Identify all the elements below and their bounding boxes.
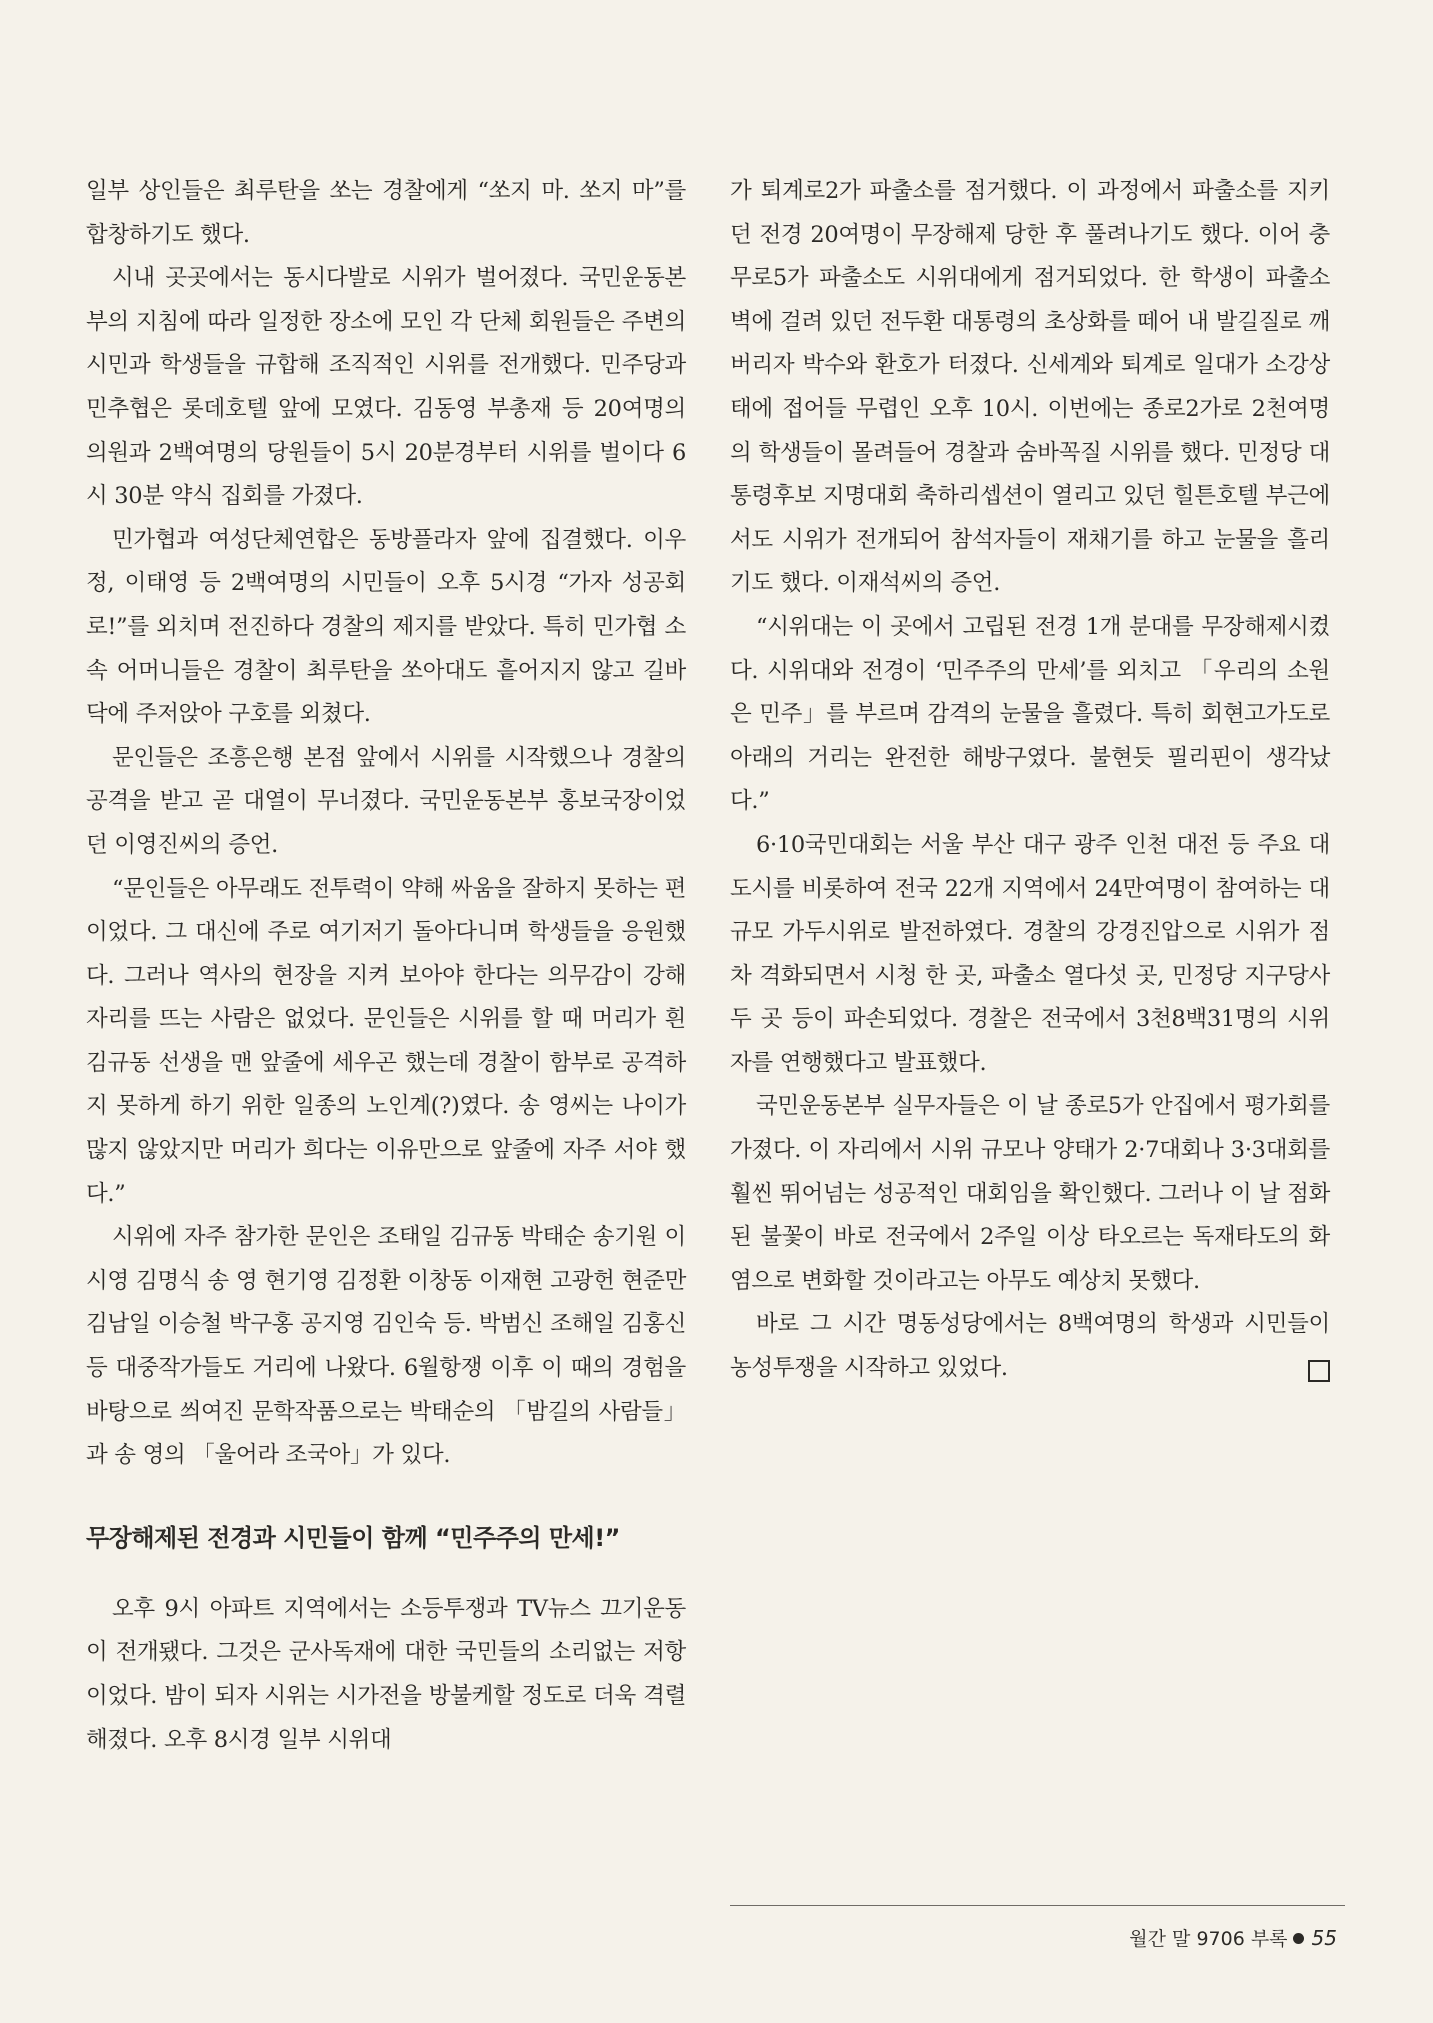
end-mark-icon: [1308, 1360, 1330, 1382]
paragraph: 민가협과 여성단체연합은 동방플라자 앞에 집결했다. 이우정, 이태영 등 2백여명의 시민들이 오후 5시경 “가자 성공회로!”를 외치며 전진하다 경찰의 제지를 받았다. 특히 민가협 소속 어머니들은 경찰이 최루탄을 쏘아대도 흩어지지 않고 길바닥에 주저앉아 구호를 외쳤다.: [86, 526, 686, 728]
paragraph: [730, 1303, 1330, 1390]
paragraph: 가 퇴계로2가 파출소를 점거했다. 이 과정에서 파출소를 지키던 전경 20여명이 무장해제 당한 후 풀려나기도 했다. 이어 충무로5가 파출소도 시위대에게 점거되었다. 한 학생이 파출소 벽에 걸려 있던 전두환 대통령의 초상화를 떼어 내 발길질로 깨 버리자 박수와 환호가 터졌다. 신세계와 퇴계로 일대가 소강상태에 접어들 무렵인 오후 10시. 이번에는 종로2가로 2천여명의 학생들이 몰려들어 경찰과 숨바꼭질 시위를 했다. 민정당 대통령후보 지명대회 축하리셉션이 열리고 있던 힐튼호텔 부근에서도 시위가 전개되어 참석자들이 재채기를 하고 눈물을 흘리기도 했다. 이재석씨의 증언.: [730, 178, 1330, 597]
section-heading: 무장해제된 전경과 시민들이 함께 “민주주의 만세!”: [86, 1523, 620, 1552]
paragraph: 문인들은 조흥은행 본점 앞에서 시위를 시작했으나 경찰의 공격을 받고 곧 대열이 무너졌다. 국민운동본부 홍보국장이었던 이영진씨의 증언.: [86, 744, 686, 858]
paragraph: 시내 곳곳에서는 동시다발로 시위가 벌어졌다. 국민운동본부의 지침에 따라 일정한 장소에 모인 각 단체 회원들은 주변의 시민과 학생들을 규합해 조직적인 시위를 전개했다. 민주당과 민추협은 롯데호텔 앞에 모였다. 김동영 부총재 등 20여명의 의원과 2백여명의 당원들이 5시 20분경부터 시위를 벌이다 6시 30분 약식 집회를 가졌다.: [86, 265, 686, 510]
quote-paragraph: “시위대는 이 곳에서 고립된 전경 1개 분대를 무장해제시켰다. 시위대와 전경이 ‘민주주의 만세’를 외치고 「우리의 소원은 민주」를 부르며 감격의 눈물을 흘렸다. 특히 회현고가도로 아래의 거리는 완전한 해방구였다. 불현듯 필리핀이 생각났다.”: [730, 613, 1330, 815]
footer-rule: [730, 1905, 1345, 1906]
paragraph-text: 바로 그 시간 명동성당에서는 8백여명의 학생과 시민들이 농성투쟁을 시작하고 있었다.: [730, 1311, 1330, 1382]
bullet-icon: [1293, 1933, 1304, 1944]
page-number: 55: [1311, 1926, 1337, 1950]
page-footer: [1129, 1924, 1337, 1951]
paragraph: 국민운동본부 실무자들은 이 날 종로5가 안집에서 평가회를 가졌다. 이 자리에서 시위 규모나 양태가 2·7대회나 3·3대회를 훨씬 뛰어넘는 성공적인 대회임을 확인했다. 그러나 이 날 점화된 불꽃이 바로 전국에서 2주일 이상 타오르는 독재타도의 화염으로 변화할 것이라고는 아무도 예상치 못했다.: [730, 1093, 1330, 1294]
magazine-label: 월간 말 9706 부록: [1129, 1928, 1288, 1950]
quote-paragraph: “문인들은 아무래도 전투력이 약해 싸움을 잘하지 못하는 편이었다. 그 대신에 주로 여기저기 돌아다니며 학생들을 응원했다. 그러나 역사의 현장을 지켜 보아야 한다는 의무감이 강해 자리를 뜨는 사람은 없었다. 문인들은 시위를 할 때 머리가 흰 김규동 선생을 맨 앞줄에 세우곤 했는데 경찰이 함부로 공격하지 못하게 하기 위한 일종의 노인계(?)였다. 송 영씨는 나이가 많지 않았지만 머리가 희다는 이유만으로 앞줄에 자주 서야 했다.”: [86, 875, 686, 1207]
paragraph: 6·10국민대회는 서울 부산 대구 광주 인천 대전 등 주요 대도시를 비롯하여 전국 22개 지역에서 24만여명이 참여하는 대규모 가두시위로 발전하였다. 경찰의 강경진압으로 시위가 점차 격화되면서 시청 한 곳, 파출소 열다섯 곳, 민정당 지구당사 두 곳 등이 파손되었다. 경찰은 전국에서 3천8백31명의 시위자를 연행했다고 발표했다.: [730, 831, 1330, 1076]
paragraph: 일부 상인들은 최루탄을 쏘는 경찰에게 “쏘지 마. 쏘지 마”를 합창하기도 했다.: [86, 178, 686, 248]
right-column: [730, 170, 1330, 1391]
left-column: [86, 170, 686, 1762]
paragraph: 오후 9시 아파트 지역에서는 소등투쟁과 TV뉴스 끄기운동이 전개됐다. 그것은 군사독재에 대한 국민들의 소리없는 저항이었다. 밤이 되자 시위는 시가전을 방불케할 정도로 더욱 격렬해졌다. 오후 8시경 일부 시위대: [86, 1595, 686, 1753]
paragraph: 시위에 자주 참가한 문인은 조태일 김규동 박태순 송기원 이시영 김명식 송 영 현기영 김정환 이창동 이재현 고광헌 현준만 김남일 이승철 박구홍 공지영 김인숙 등. 박범신 조해일 김홍신 등 대중작가들도 거리에 나왔다. 6월항쟁 이후 이 때의 경험을 바탕으로 씌여진 문학작품으로는 박태순의 「밤길의 사람들」과 송 영의 「울어라 조국아」가 있다.: [86, 1224, 686, 1469]
